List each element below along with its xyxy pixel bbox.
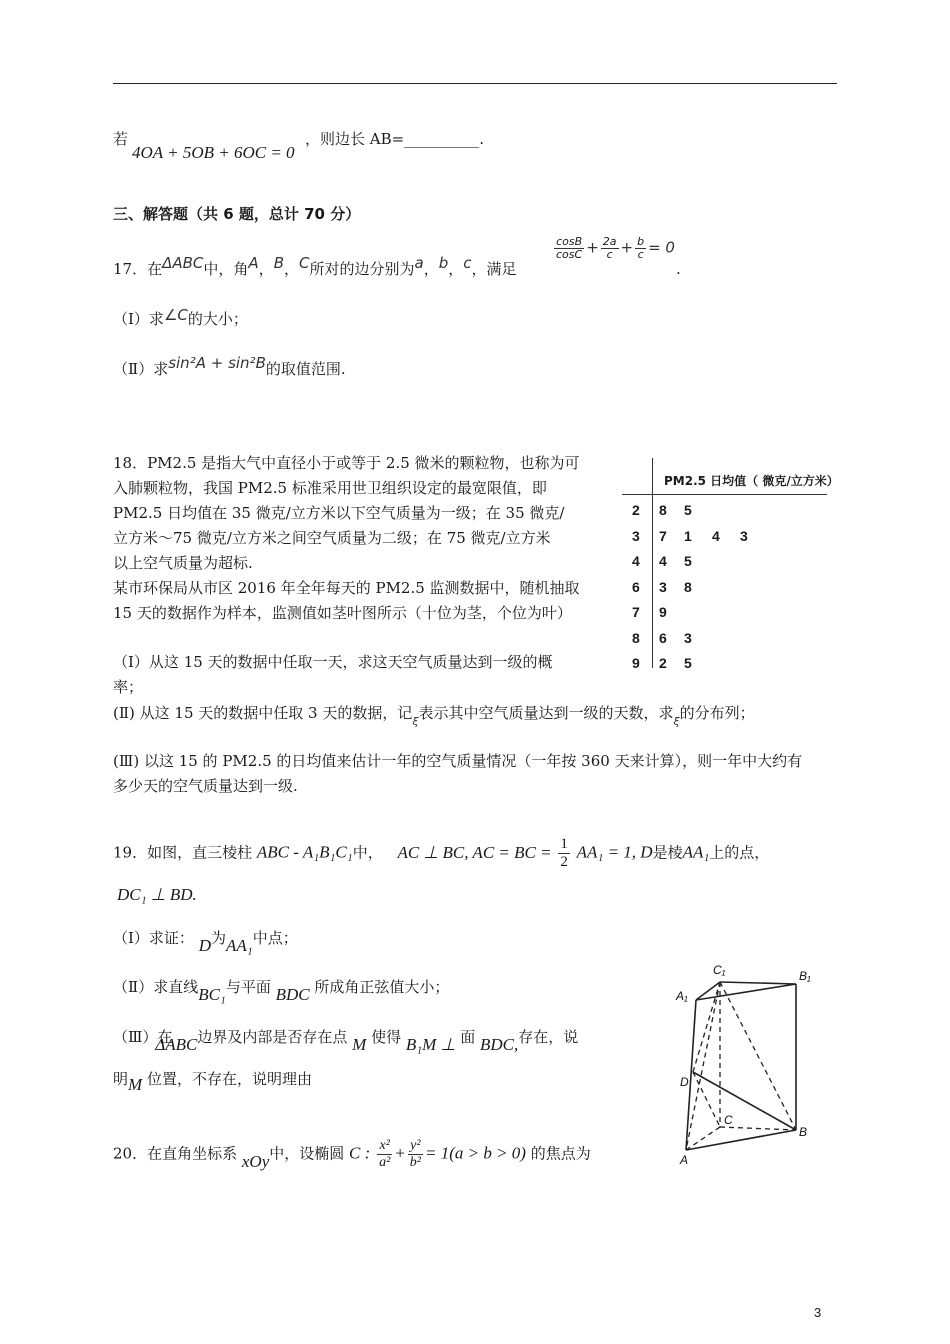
label-a1: A₁ (676, 989, 688, 1003)
q19-part3-mid2: 使得 (371, 1028, 402, 1046)
q17-triangle: ΔABC (162, 254, 204, 272)
q18-part3-cont: 多少天的空气质量达到一级. (113, 777, 298, 795)
edge-cb-hidden (720, 1127, 796, 1130)
q19-half (558, 836, 570, 871)
q16-end: . (479, 130, 484, 148)
q19-part1 (113, 927, 298, 955)
q20-x2: x² (377, 1138, 392, 1155)
leaf-value: 3 (684, 629, 692, 646)
q19-part3-cont-suffix: 位置，不存在，说明理由 (146, 1070, 312, 1088)
q20-condition: = 1(a > b > 0) (424, 1143, 526, 1163)
q17-comma: ， (448, 260, 464, 278)
leaf-value: 2 (659, 655, 667, 671)
q18-line: 入肺颗粒物，我国 PM2.5 标准采用世卫组织设定的最宽限值，即 (113, 479, 547, 497)
label-a: A (680, 1153, 689, 1167)
leaf-value: 5 (684, 553, 692, 569)
q16-prefix: 若 (113, 130, 129, 148)
leaf-value: 4 (712, 527, 720, 544)
stem-leaf-row (622, 553, 842, 577)
q17-frac1-den: cosC (556, 248, 583, 261)
q20-frac-y (408, 1138, 423, 1171)
q17-condition (552, 236, 675, 261)
edge-a1b1 (696, 984, 796, 1000)
label-c: C (724, 1113, 733, 1127)
stem-leaf-plot (622, 458, 842, 673)
q19-part2-prefix: （Ⅱ）求直线 (113, 978, 199, 996)
prism-figure (668, 962, 828, 1172)
stem-value: 8 (632, 629, 640, 646)
q18-xi: ξ (412, 715, 419, 728)
q18-part2-suffix: 的分布列； (679, 704, 755, 722)
page-number: 3 (814, 1305, 822, 1320)
leaf-value: 5 (684, 655, 692, 671)
q18-part1-cont: 率； (113, 678, 144, 696)
q20-number: 20．在直角坐标系 (113, 1144, 238, 1163)
stem-value: 4 (632, 553, 640, 569)
q20-y2: y² (408, 1138, 423, 1155)
leaf-value: 8 (684, 578, 692, 595)
q17-statement (113, 254, 517, 280)
q19-perp-condition: B₁M ⊥ (405, 1035, 456, 1054)
q17-plus: + (586, 238, 599, 257)
q17-side-c: c (463, 254, 472, 272)
q18-part2-mid: 表示其中空气质量达到一级的天数，求 (418, 704, 674, 722)
q20-text1: 中，设椭圆 (269, 1144, 345, 1163)
stem-value: 9 (632, 655, 640, 671)
stem-value: 7 (632, 604, 640, 620)
q16-suffix: ，则边长 AB= (305, 130, 405, 148)
q18-part3: (Ⅲ) 以这 15 的 PM2.5 的日均值来估计一年的空气质量情况（一年按 360 天来计算），则一年中大约有 (113, 752, 803, 770)
q20-ellipse-c: C : (349, 1143, 371, 1163)
q19-text1: 中， (352, 843, 383, 862)
q19-part1-suffix: 中点； (252, 929, 298, 947)
stem-leaf-row (622, 604, 842, 628)
q17-part1-math: ∠C (163, 306, 188, 324)
q16-line (113, 128, 128, 150)
q16-blank: __________ (404, 130, 480, 148)
stem-value: 6 (632, 578, 640, 595)
q18-xi: ξ (673, 715, 680, 728)
leaf-value: 5 (684, 502, 692, 518)
q20-b2: b² (409, 1155, 421, 1170)
q17-text1: 中，角 (203, 260, 249, 278)
q19-part3-cont-prefix: 明 (113, 1070, 129, 1088)
stem-leaf-row (622, 528, 842, 552)
label-b: B (799, 1125, 808, 1139)
q18-line: 某市环保局从市区 2016 年全年每天的 PM2.5 监测数据中，随机抽取 (113, 579, 580, 597)
q19-line-bc1: BC₁ (198, 985, 226, 1004)
q17-angle-c: C (299, 254, 310, 272)
label-b1: B₁ (799, 969, 811, 983)
leaf-value: 3 (659, 578, 667, 595)
leaf-value: 1 (684, 527, 692, 544)
q19-plane-bdc: BDC (275, 985, 310, 1004)
stem-leaf-row (622, 655, 842, 679)
q19-part2-suffix: 所成角正弦值大小； (314, 978, 450, 996)
stem-leaf-row (622, 502, 842, 526)
q18-part2 (113, 702, 755, 726)
header-rule (113, 83, 837, 84)
edge-ab (686, 1130, 796, 1150)
leaf-value: 4 (659, 553, 667, 569)
q17-text3: ，满足 (471, 260, 517, 278)
header-divider (622, 494, 827, 495)
q17-end: . (676, 260, 681, 278)
q20-text2: 的焦点为 (530, 1144, 591, 1163)
q19-line2: DC₁ ⊥ BD. (117, 885, 197, 904)
q17-comma: ， (423, 260, 439, 278)
leaf-value: 7 (659, 527, 667, 544)
q19-triangle: ΔABC (155, 1035, 198, 1054)
q19-text2: 是棱 (652, 843, 683, 862)
q17-side-b: b (438, 254, 449, 272)
q18-part2-prefix: (Ⅱ) 从这 15 天的数据中任取 3 天的数据，记 (113, 704, 413, 722)
q18-line: PM2.5 日均值在 35 微克/立方米以下空气质量为一级；在 35 微克/ (113, 504, 565, 522)
q17-plus: + (620, 238, 634, 257)
q19-part3-mid3: 面 (460, 1028, 476, 1046)
stem-value: 3 (632, 527, 640, 544)
q17-part2-suffix: 的取值范围. (265, 360, 346, 378)
q19-part1-prefix: （Ⅰ）求证： (113, 929, 194, 947)
q17-frac1 (554, 236, 584, 261)
q16-suffix-line (305, 128, 484, 150)
q19-half-num: 1 (560, 836, 568, 852)
q19-edge-aa1: AA₁ (226, 936, 253, 955)
q19-part2 (113, 976, 450, 1004)
edge-db (693, 1072, 796, 1130)
q17-text2: 所对的边分别为 (309, 260, 415, 278)
q17-frac2 (601, 236, 619, 261)
leaf-value: 6 (659, 629, 667, 646)
q17-part1-prefix: （Ⅰ）求 (113, 310, 164, 328)
edge-dc1-hidden (693, 982, 720, 1072)
q19-prism: ABC - A₁B₁C₁ (256, 842, 353, 862)
q20-xoy: xOy (241, 1151, 270, 1171)
q18-line: 立方米～75 微克/立方米之间空气质量为二级；在 75 微克/立方米 (113, 529, 551, 547)
q19-point-d: D (198, 936, 211, 955)
q19-point-m: M (128, 1075, 143, 1094)
q19-part3 (113, 1026, 579, 1054)
q17-frac1-num: cosB (554, 236, 584, 249)
q17-frac3-den: c (637, 248, 644, 261)
q17-number: 17．在 (113, 260, 163, 278)
q17-angle-a: A (248, 254, 259, 272)
label-c1: C₁ (713, 963, 726, 977)
q17-frac2-den: c (606, 248, 613, 261)
q18-line: 15 天的数据作为样本，监测值如茎叶图所示（十位为茎，个位为叶） (113, 604, 572, 622)
q19-part3-cont (113, 1068, 312, 1094)
q17-frac3-num: b (637, 235, 645, 248)
q17-part1 (113, 308, 248, 330)
q17-frac3 (635, 236, 646, 261)
q20-frac-x (377, 1138, 392, 1171)
q17-equals: = 0 (648, 238, 675, 257)
q17-comma: ， (258, 260, 274, 278)
stem-leaf-row (622, 579, 842, 603)
section-heading: 三、解答题（共 6 题，总计 70 分） (113, 205, 361, 223)
stem-leaf-title: PM2.5 日均值（ 微克/立方米） (664, 474, 839, 488)
q19-part3-mid1: 边界及内部是否存在点 (197, 1028, 348, 1046)
q18-line: 18．PM2.5 是指大气中直径小于或等于 2.5 微米的颗粒物，也称为可 (113, 454, 580, 472)
q17-angle-b: B (273, 254, 284, 272)
q17-part2-prefix: （Ⅱ）求 (113, 360, 169, 378)
q19-edge: AA₁ (682, 842, 710, 862)
q19-plane: BDC, (479, 1035, 519, 1054)
q18-part1: （Ⅰ）从这 15 天的数据中任取一天，求这天空气质量达到一级的概 (113, 653, 553, 671)
q17-part2-math: sin²A + sin²B (168, 354, 266, 372)
q19-half-den: 2 (560, 854, 568, 870)
leaf-value: 8 (659, 502, 667, 518)
edge-c1b1 (720, 982, 796, 984)
q19-text3: 上的点， (709, 843, 770, 862)
q19-part3-suffix: 存在，说 (518, 1028, 579, 1046)
q20-a2: a² (379, 1155, 391, 1170)
q19-statement (113, 836, 769, 871)
q20-statement (113, 1138, 591, 1171)
q19-part3-prefix: （Ⅲ）在 (113, 1028, 173, 1046)
q17-part2 (113, 354, 346, 380)
q20-plus: + (394, 1143, 406, 1163)
stem-leaf-row (622, 630, 842, 654)
stem-value: 2 (632, 502, 640, 518)
q17-comma: ， (283, 260, 299, 278)
q19-number: 19．如图，直三棱柱 (113, 843, 253, 862)
q18-line: 以上空气质量为超标. (113, 554, 253, 572)
q17-side-a: a (414, 254, 424, 272)
q17-frac2-num: 2a (602, 235, 617, 248)
q19-part1-mid: 为 (211, 929, 227, 947)
leaf-value: 9 (659, 604, 667, 620)
q19-part2-mid: 与平面 (225, 978, 271, 996)
label-d: D (680, 1075, 689, 1089)
q16-equation: 4OA + 5OB + 6OC = 0 (132, 143, 295, 162)
q19-condition: AC ⊥ BC, AC = BC = (397, 842, 552, 862)
leaf-value: 3 (740, 527, 748, 544)
q17-part1-suffix: 的大小； (187, 310, 248, 328)
q19-condition2: AA₁ = 1, D (576, 842, 653, 862)
q19-point-m: M (352, 1035, 367, 1054)
